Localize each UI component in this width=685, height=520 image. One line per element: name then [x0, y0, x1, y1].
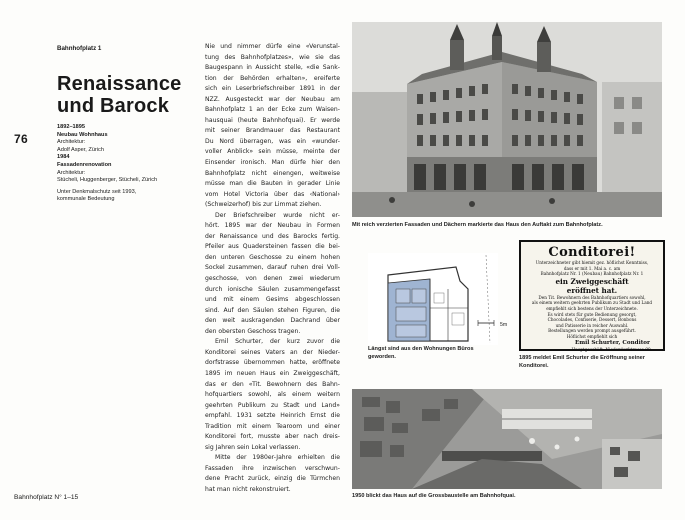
aerial-photo-caption: 1950 blickt das Haus auf die Grossbaustelle am Bahnhofquai.	[352, 493, 516, 499]
body-line: hofquartiers sowohl, als einem weitern	[205, 391, 340, 399]
fact-line: Stücheli, Huggenberger, Stücheli, Zürich	[57, 177, 158, 184]
body-line: den unteren Geschosse zu einem hohen	[205, 253, 340, 261]
body-line: Sockel zusammen, darauf ruhen drei Voll-	[205, 264, 340, 272]
fact-line: 1892–1895	[57, 124, 85, 130]
title-line: Renaissance	[57, 73, 182, 95]
body-line: sig Jahren sein Lokal verlassen.	[205, 443, 301, 451]
body-line: empfahl. 1931 setzte Heinrich Ernst die	[205, 412, 340, 420]
body-line: hört. 1895 war der Neubau in Formen	[205, 222, 340, 230]
page-number: 76	[14, 132, 28, 146]
fact-line: 1984	[57, 154, 70, 161]
body-line: Mitte der 1980er-Jahre erhielten die	[215, 454, 340, 462]
advert-line: Bestellungen werden prompt ausgeführt.	[548, 328, 636, 334]
body-line: voller Anblick» sein müsse, meinte der	[205, 148, 340, 156]
body-line: dene Pracht zurück, einzig die Türmchen	[205, 475, 340, 483]
body-line: Bahnhofplatz 1 an der Ecke zum Waisen-	[205, 106, 340, 114]
building-photo-drawing	[352, 22, 662, 217]
body-line: den obersten Geschoss tragen.	[205, 327, 301, 335]
advert-address: Hauptgeschäft: Niederdorfstrasse 90.	[571, 346, 652, 352]
scale-label: 5m	[500, 322, 508, 328]
body-line: der Renaissance und des Barocks fertig.	[205, 232, 340, 240]
floor-plan-drawing	[368, 253, 498, 345]
body-line: Pfeiler aus Quadersteinen fassen die bei-	[205, 243, 340, 251]
historic-advertisement	[519, 240, 665, 351]
body-line: geehrten Publikum zu Stadt und Land»	[205, 401, 340, 409]
body-line: geschosse, von denen zwei wiederum	[205, 275, 340, 283]
section-tag: Bahnhofplatz 1	[57, 45, 102, 52]
advert-line: empfiehlt sich bestens der Unterzeichnete.	[546, 305, 638, 311]
advert-line: und Patisserie in reicher Auswahl.	[555, 322, 629, 328]
fact-line: Architektur:	[57, 139, 86, 146]
body-line: Bahnhofplatz nicht einengen, weitweise	[205, 169, 340, 177]
advert-line: Es wird stets für gute Bedienung gesorgt,	[547, 311, 637, 317]
building-photo	[352, 22, 662, 217]
body-line: Baugespann in Aussicht stelle, «die Sank-	[205, 64, 340, 72]
body-line: müsse man die Bauten in gerader Linie	[205, 180, 340, 188]
advert-line: Den Tit. Bewohnern des Bahnhofquartiers sowohl,	[538, 294, 646, 300]
body-line: hat man nicht rekonstruiert.	[205, 485, 291, 493]
body-line: Fassaden ihre inzwischen verschwun-	[205, 464, 340, 472]
body-line: Emil Schurter, der kurz zuvor die	[215, 338, 340, 346]
floor-plan	[368, 253, 498, 345]
building-facts	[57, 124, 197, 204]
aerial-photo	[352, 389, 662, 489]
advert-title: Conditorei!	[548, 245, 636, 260]
body-line: Tradition mit einem Tearoom und einer	[205, 422, 340, 430]
floor-plan-caption: Längst sind aus den Wohnungen Büros geworden.	[368, 346, 474, 360]
advert-line: Chocolades, Confiserie, Dessert, Bonbons	[547, 317, 637, 323]
body-line: sich ein Leserbriefschreiber 1891 in der	[205, 85, 340, 93]
body-line: mit seiner Brandmauer das Restaurant	[205, 127, 340, 135]
advertisement-caption: 1895 meldet Emil Schurter die Eröffnung seiner Konditorei.	[519, 355, 645, 369]
advert-line: dass er mit 1. Mai a. c. am	[563, 265, 621, 271]
body-line: Nie und nimmer dürfe eine «Verunstal-	[205, 43, 340, 50]
fact-line: Adolf Asper, Zürich	[57, 146, 104, 153]
advert-line: eröffnet hat.	[566, 285, 618, 295]
advert-signature: Emil Schurter, Conditor	[574, 339, 650, 346]
body-line: dorfstrasse übernommen hatte, eröffnete	[205, 359, 340, 367]
advert-line: als einem weitern geehrten Publikum zu Stadt und Land	[531, 300, 653, 306]
advert-line: ein Zweiggeschäft	[555, 276, 629, 286]
protection-line: Unter Denkmalschutz seit 1993,	[57, 188, 137, 195]
title-line: und Barock	[57, 95, 170, 117]
running-footer: Bahnhofplatz N° 1–15	[14, 494, 79, 501]
body-line: tung des Bahnhofplatzes», wie sie das	[205, 53, 340, 61]
body-line: sind. Auf den Säulen stehen Figuren, die	[205, 306, 340, 314]
article-title	[57, 73, 197, 117]
fact-line: Neubau Wohnhaus	[57, 131, 108, 138]
building-photo-caption: Mit reich verzierten Fassaden und Dächern markierte das Haus den Auftakt zum Bahnhofplatz.	[352, 222, 603, 228]
fact-line: Architektur:	[57, 169, 86, 176]
advert-line: Unterzeichneter gibt hiemit gez. höflichst Kenntniss,	[535, 260, 649, 265]
body-line: durch ionische Säulen zusammengefasst	[205, 285, 340, 293]
aerial-photo-drawing	[352, 389, 662, 489]
body-line: Der Briefschreiber wurde nicht er-	[215, 211, 340, 219]
body-line: 1895 im neuen Haus ein Zweiggeschäft,	[205, 369, 340, 377]
body-line: Einsender ironisch. Man dürfe hier den	[205, 159, 340, 167]
body-line: vom Hotel Victoria über das ‹National›	[205, 190, 340, 198]
article-body	[205, 42, 340, 496]
body-line: und mit einem Gesims abgeschlossen	[205, 296, 340, 304]
body-line: tion der Behörden erhalten», ereiferte	[205, 74, 340, 82]
body-line: das er den «Tit. Bewohnern des Bahn-	[205, 380, 340, 388]
body-line: hausquai (heute Bahnhofquai). Er werde	[205, 116, 340, 124]
fact-line: Fassadenrenovation	[57, 161, 112, 168]
advert-line: Bahnhofplatz Nr. 1 (Neubau) Bahnhofplatz Nr. 1	[540, 271, 644, 277]
protection-line: kommunale Bedeutung	[57, 196, 115, 203]
body-line: (Schweizerhof) bis zur Limmat ziehen.	[205, 201, 322, 209]
body-line: den weit auskragenden Dachrand über	[205, 317, 340, 325]
advert-line: Höflichst empfiehlt sich	[566, 333, 618, 339]
body-line: Konditorei fort, musste aber nach dreis-	[205, 433, 340, 441]
body-line: NZZ. Ausgesteckt war der Neubau am	[205, 95, 340, 103]
body-line: Konditorei seines Vaters an der Nieder-	[205, 348, 340, 356]
body-line: Du Nord überragen, was ein «wunder-	[205, 137, 340, 145]
